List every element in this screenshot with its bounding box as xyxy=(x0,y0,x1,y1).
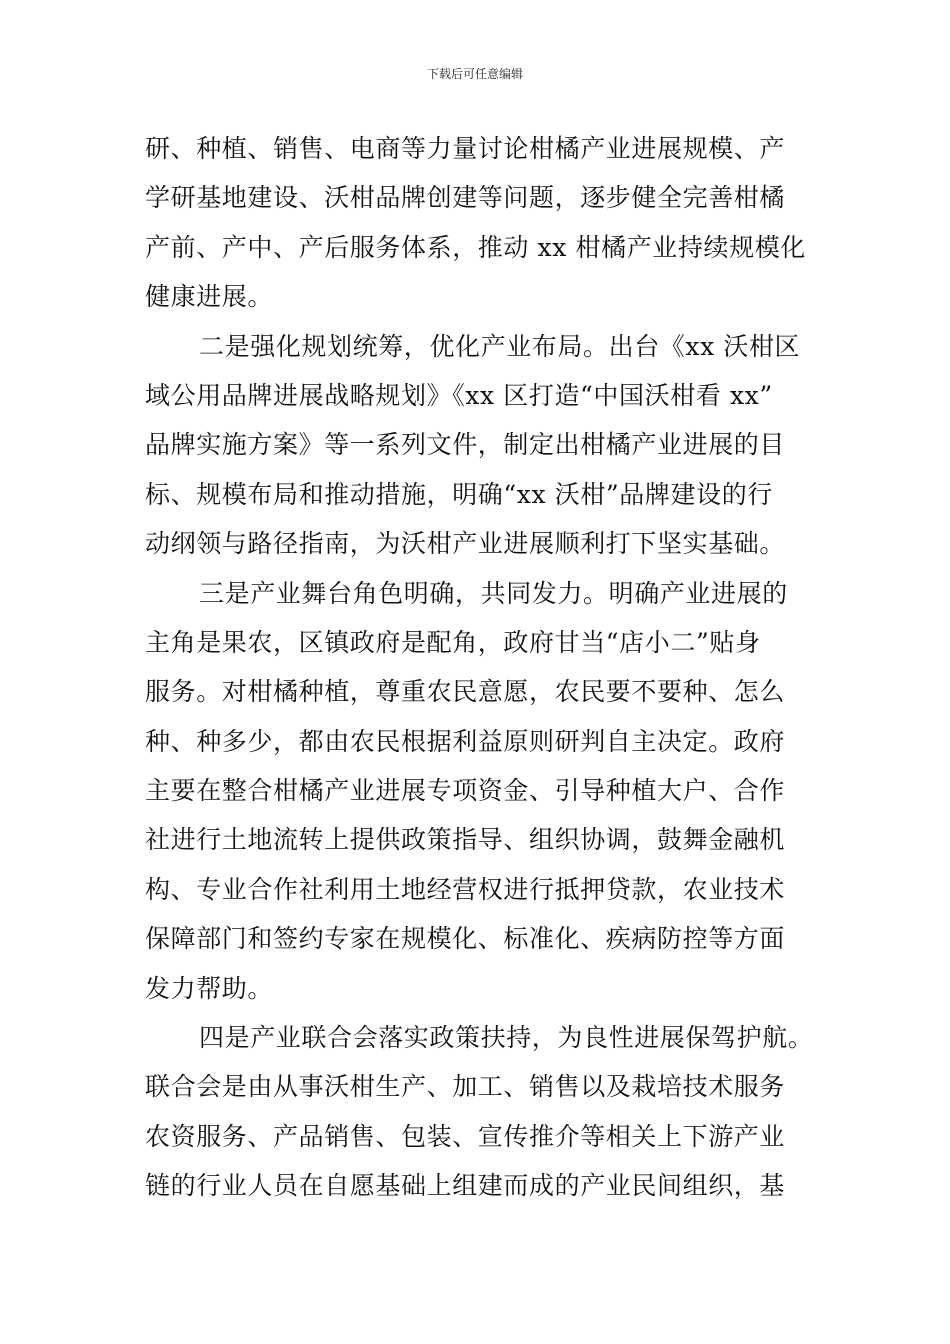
text-line: 链的行业人员在自愿基础上组建而成的产业民间组织，基 xyxy=(145,1171,786,1201)
text-line: 健康进展。 xyxy=(145,282,274,312)
text-line: 学研基地建设、沃柑品牌创建等问题，逐步健全完善柑橘 xyxy=(145,183,786,213)
text-line: 标、规模布局和推动措施，明确“xx 沃柑”品牌建设的行 xyxy=(145,479,773,509)
text-line: 发力帮助。 xyxy=(145,973,274,1003)
text-line: 主要在整合柑橘产业进展专项资金、引导种植大户、合作 xyxy=(145,776,786,806)
page-header: 下载后可任意编辑 xyxy=(426,67,523,81)
text-line: 品牌实施方案》等一系列文件，制定出柑橘产业进展的目 xyxy=(145,430,786,460)
text-line: 域公用品牌进展战略规划》《xx 区打造“中国沃柑看 xx” xyxy=(145,380,773,410)
text-line: 农资服务、产品销售、包装、宣传推介等相关上下游产业 xyxy=(145,1121,786,1151)
text-line: 种、种多少，都由农民根据利益原则研判自主决定。政府 xyxy=(145,726,786,756)
document-body xyxy=(145,124,813,1211)
text-line: 社进行土地流转上提供政策指导、组织协调，鼓舞金融机 xyxy=(145,825,786,855)
paragraph-first-line: 四是产业联合会落实政策扶持，为良性进展保驾护航。 xyxy=(199,1023,814,1053)
text-line: 研、种植、销售、电商等力量讨论柑橘产业进展规模、产 xyxy=(145,134,786,163)
text-line: 产前、产中、产后服务体系，推动 xx 柑橘产业持续规模化 xyxy=(145,232,806,262)
text-line: 主角是果农，区镇政府是配角，政府甘当“店小二”贴身 xyxy=(145,627,761,657)
text-line: 构、专业合作社利用土地经营权进行抵押贷款，农业技术 xyxy=(145,874,786,904)
paragraph-first-line: 二是强化规划统筹，优化产业布局。出台《xx 沃柑区 xyxy=(199,331,801,361)
text-line: 服务。对柑橘种植，尊重农民意愿，农民要不要种、怎么 xyxy=(145,677,786,707)
text-line: 动纲领与路径指南，为沃柑产业进展顺利打下坚实基础。 xyxy=(145,529,786,559)
text-line: 联合会是由从事沃柑生产、加工、销售以及栽培技术服务 xyxy=(145,1072,786,1102)
text-line: 保障部门和签约专家在规模化、标准化、疾病防控等方面 xyxy=(145,924,786,954)
paragraph-first-line: 三是产业舞台角色明确，共同发力。明确产业进展的 xyxy=(199,578,788,608)
